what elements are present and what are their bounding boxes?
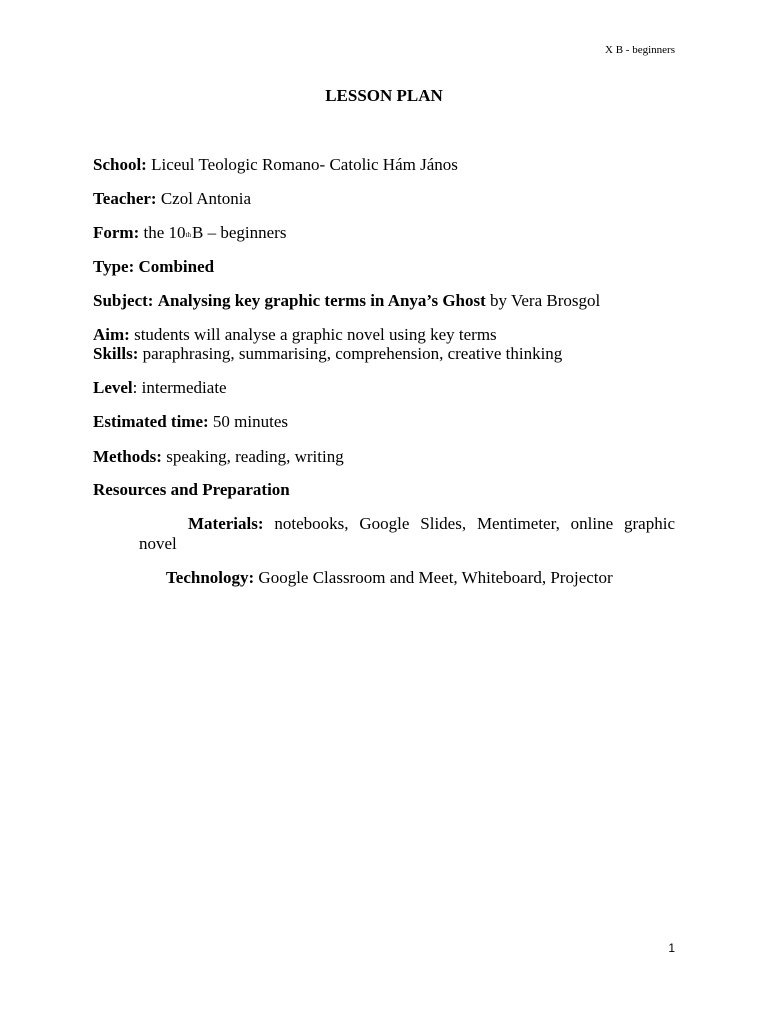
level-line	[93, 378, 227, 398]
methods-label: Methods:	[93, 447, 162, 466]
materials-label: Materials:	[188, 514, 264, 533]
form-value-ordinal: th	[185, 231, 191, 239]
skills-value: paraphrasing, summarising, comprehension, creative thinking	[142, 344, 563, 363]
methods-value: speaking, reading, writing	[166, 447, 344, 466]
teacher-line	[93, 189, 251, 209]
estimated-time-line	[93, 412, 288, 432]
materials-paragraph	[139, 514, 675, 554]
skills-line	[93, 344, 562, 364]
teacher-label: Teacher:	[93, 189, 157, 208]
subject-author: by Vera Brosgol	[490, 291, 601, 310]
school-label: School:	[93, 155, 147, 174]
form-value-pre: the 10	[143, 223, 186, 242]
materials-value: notebooks, Google Slides, Mentimeter, online graphic novel	[139, 514, 675, 553]
form-line	[93, 223, 286, 245]
page-title: LESSON PLAN	[325, 86, 443, 105]
aim-value: students will analyse a graphic novel using key terms	[134, 325, 497, 344]
skills-label: Skills:	[93, 344, 139, 363]
school-line	[93, 155, 458, 175]
technology-label: Technology:	[166, 568, 255, 587]
aim-label: Aim:	[93, 325, 130, 344]
school-value: Liceul Teologic Romano- Catolic Hám János	[151, 155, 458, 174]
running-header: X B - beginners	[605, 44, 675, 56]
methods-line	[93, 447, 344, 467]
teacher-value: Czol Antonia	[160, 189, 252, 208]
subject-label: Subject:	[93, 291, 154, 310]
page-number: 1	[668, 941, 675, 955]
resources-heading: Resources and Preparation	[93, 480, 290, 499]
form-label: Form:	[93, 223, 140, 242]
level-value: : intermediate	[132, 378, 227, 397]
type-label: Type:	[93, 257, 135, 276]
technology-line	[166, 568, 613, 588]
type-line	[93, 257, 214, 277]
form-value-post: B – beginners	[192, 223, 287, 242]
aim-line	[93, 325, 497, 345]
estimated-time-label: Estimated time:	[93, 412, 209, 431]
technology-value: Google Classroom and Meet, Whiteboard, Projector	[258, 568, 613, 587]
estimated-time-value: 50 minutes	[212, 412, 289, 431]
type-value: Combined	[138, 257, 215, 276]
level-label: Level	[93, 378, 133, 397]
subject-title: Analysing key graphic terms in Anya’s Ghost	[157, 291, 486, 310]
subject-line	[93, 291, 600, 311]
